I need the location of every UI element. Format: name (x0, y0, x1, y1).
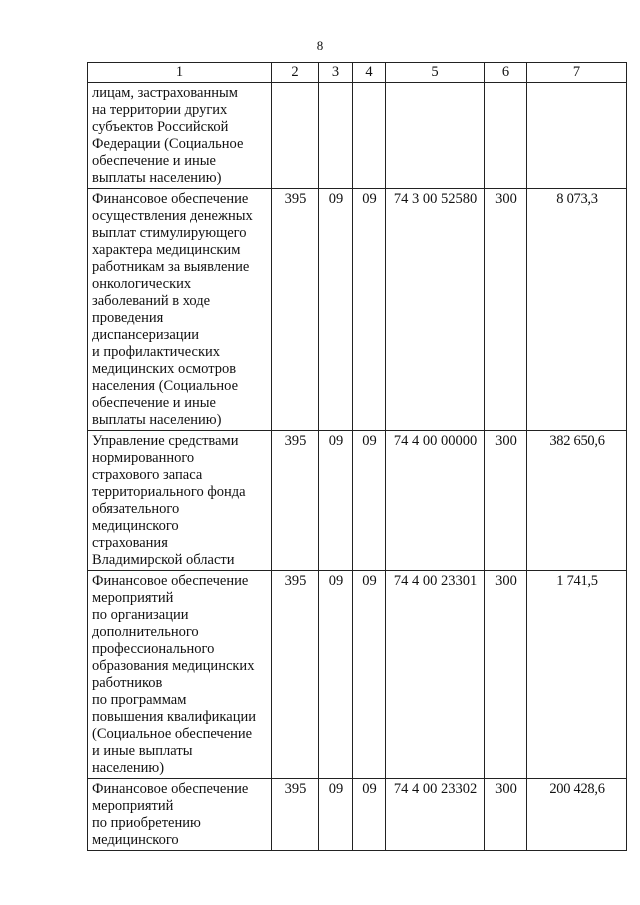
subsection-code-cell: 09 (353, 189, 386, 431)
row-name-line: Владимирской области (92, 552, 235, 568)
row-name-cell (88, 83, 272, 189)
column-header-7: 7 (527, 63, 627, 83)
row-name-cell (88, 189, 272, 431)
target-article-cell: 74 3 00 52580 (386, 189, 485, 431)
section-code-cell: 09 (319, 571, 353, 779)
row-name-line: и иные выплаты (92, 743, 193, 759)
row-name-line: медицинского (92, 832, 179, 848)
target-article-cell: 74 4 00 23301 (386, 571, 485, 779)
admin-code-cell: 395 (272, 189, 319, 431)
table-row (88, 779, 627, 851)
subsection-code-cell: 09 (353, 571, 386, 779)
section-code-cell: 09 (319, 189, 353, 431)
admin-code-cell: 395 (272, 779, 319, 851)
section-code-cell: 09 (319, 431, 353, 571)
table-row (88, 189, 627, 431)
row-name-line: субъектов Российской (92, 119, 229, 135)
column-header-3: 3 (319, 63, 353, 83)
row-name-line: по приобретению (92, 815, 201, 831)
row-name-line: повышения квалификации (92, 709, 256, 725)
budget-table (87, 62, 627, 851)
amount-cell (527, 83, 627, 189)
row-name-line: (Социальное обеспечение (92, 726, 253, 742)
row-name-line: и профилактических (92, 344, 221, 360)
expense-type-cell (485, 83, 527, 189)
header-row (88, 63, 627, 83)
row-name-cell (88, 571, 272, 779)
page-number: 8 (316, 38, 324, 53)
amount-cell: 1 741,5 (527, 571, 627, 779)
row-name-line: осуществления денежных (92, 208, 253, 224)
row-name-line: медицинского (92, 518, 179, 534)
amount-cell: 8 073,3 (527, 189, 627, 431)
target-article-cell: 74 4 00 00000 (386, 431, 485, 571)
row-name-line: Федерации (Социальное (92, 136, 244, 152)
row-name-line: дополнительного (92, 624, 199, 640)
column-header-4: 4 (353, 63, 386, 83)
row-name-line: обязательного (92, 501, 180, 517)
row-name-line: населению) (92, 760, 165, 776)
row-name-line: Управление средствами (92, 433, 239, 449)
row-name-line: территориального фонда (92, 484, 246, 500)
table-body (88, 83, 627, 851)
row-name-line: по организации (92, 607, 189, 623)
column-header-2: 2 (272, 63, 319, 83)
table-row (88, 431, 627, 571)
subsection-code-cell: 09 (353, 779, 386, 851)
admin-code-cell: 395 (272, 571, 319, 779)
row-name-line: выплаты населению) (92, 170, 222, 186)
row-name-line: обеспечение и иные (92, 153, 216, 169)
section-code-cell (319, 83, 353, 189)
expense-type-cell: 300 (485, 431, 527, 571)
row-name-line: работникам за выявление (92, 259, 250, 275)
row-name-cell (88, 779, 272, 851)
row-name-line: проведения (92, 310, 164, 326)
subsection-code-cell: 09 (353, 431, 386, 571)
amount-cell: 382 650,6 (527, 431, 627, 571)
row-name-line: страхового запаса (92, 467, 203, 483)
admin-code-cell: 395 (272, 431, 319, 571)
row-name-line: нормированного (92, 450, 195, 466)
row-name-line: заболеваний в ходе (92, 293, 211, 309)
table-row (88, 83, 627, 189)
subsection-code-cell (353, 83, 386, 189)
row-name-line: Финансовое обеспечение (92, 573, 249, 589)
column-header-6: 6 (485, 63, 527, 83)
row-name-line: мероприятий (92, 798, 174, 814)
row-name-line: медицинских осмотров (92, 361, 237, 377)
row-name-line: характера медицинским (92, 242, 241, 258)
section-code-cell: 09 (319, 779, 353, 851)
row-name-line: диспансеризации (92, 327, 200, 343)
admin-code-cell (272, 83, 319, 189)
expense-type-cell: 300 (485, 571, 527, 779)
target-article-cell (386, 83, 485, 189)
row-name-line: лицам, застрахованным (92, 85, 238, 101)
row-name-line: на территории других (92, 102, 228, 118)
row-name-line: профессионального (92, 641, 215, 657)
row-name-line: Финансовое обеспечение (92, 191, 249, 207)
amount-cell: 200 428,6 (527, 779, 627, 851)
row-name-line: онкологических (92, 276, 192, 292)
row-name-line: выплат стимулирующего (92, 225, 247, 241)
row-name-line: по программам (92, 692, 187, 708)
row-name-cell (88, 431, 272, 571)
row-name-line: работников (92, 675, 163, 691)
target-article-cell: 74 4 00 23302 (386, 779, 485, 851)
column-header-1: 1 (88, 63, 272, 83)
column-header-5: 5 (386, 63, 485, 83)
row-name-line: Финансовое обеспечение (92, 781, 249, 797)
row-name-line: выплаты населению) (92, 412, 222, 428)
row-name-line: обеспечение и иные (92, 395, 216, 411)
row-name-line: населения (Социальное (92, 378, 239, 394)
row-name-line: мероприятий (92, 590, 174, 606)
row-name-line: образования медицинских (92, 658, 255, 674)
expense-type-cell: 300 (485, 779, 527, 851)
table-row (88, 571, 627, 779)
expense-type-cell: 300 (485, 189, 527, 431)
row-name-line: страхования (92, 535, 168, 551)
